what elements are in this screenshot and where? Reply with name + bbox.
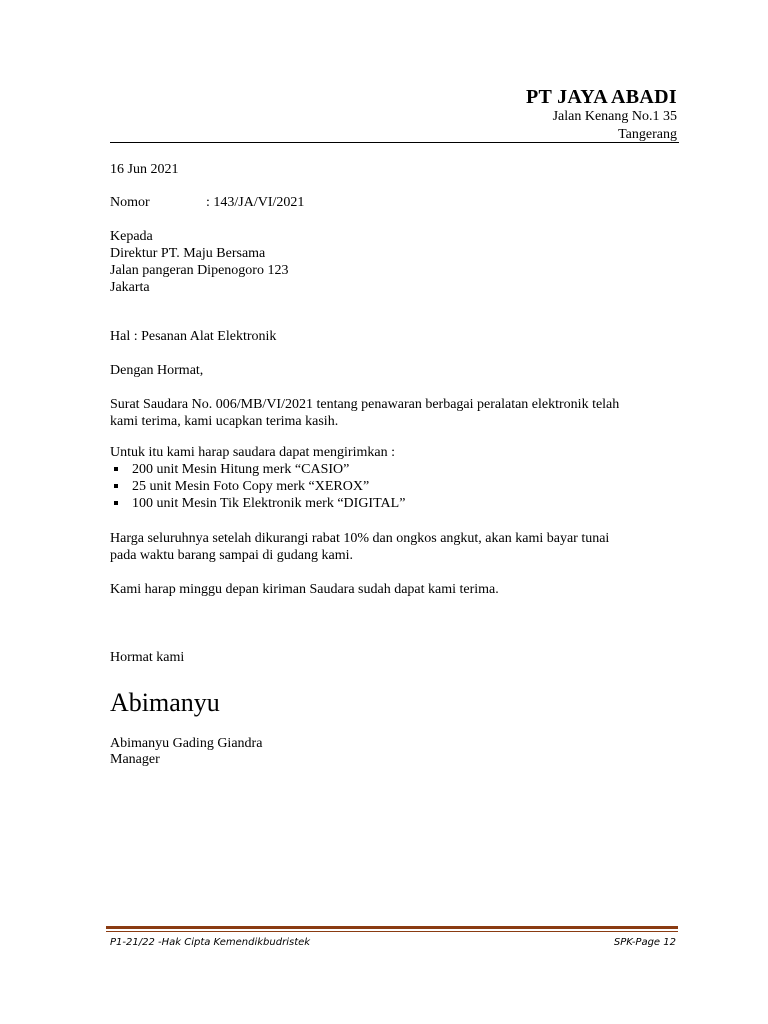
signer-title: Manager [110,752,160,767]
closing-text: Hormat kami [110,650,185,665]
paragraph-line: Harga seluruhnya setelah dikurangi rabat 10% dan ongkos angkut, akan kami bayar tunai [110,531,610,546]
recipient-line: Jalan pangeran Dipenogoro 123 [110,263,289,278]
paragraph-line: kami terima, kami ucapkan terima kasih. [110,414,339,429]
order-item-text: 100 unit Mesin Tik Elektronik merk “DIGITAL” [132,496,406,511]
body-paragraph-2 [110,530,680,564]
footer-page-number: SPK-Page 12 [613,937,676,948]
company-name: PT JAYA ABADI [526,86,677,108]
recipient-block [110,228,680,296]
body-paragraph-1 [110,396,680,430]
body-paragraph-3: Kami harap minggu depan kiriman Saudara sudah dapat kami terima. [110,582,499,597]
recipient-line: Direktur PT. Maju Bersama [110,246,266,261]
order-item-text: 25 unit Mesin Foto Copy merk “XEROX” [132,479,370,494]
footer-divider-thin [106,931,678,932]
order-list-intro: Untuk itu kami harap saudara dapat mengirimkan : [110,445,395,460]
list-item [110,461,405,478]
recipient-line: Jakarta [110,280,150,295]
list-item [110,478,405,495]
letterhead-divider [110,142,679,143]
letter-salutation: Dengan Hormat, [110,363,204,378]
signer-name: Abimanyu Gading Giandra [110,736,263,751]
bullet-marker [114,501,118,505]
bullet-marker [114,484,118,488]
paragraph-line: pada waktu barang sampai di gudang kami. [110,548,353,563]
order-item-text: 200 unit Mesin Hitung merk “CASIO” [132,462,350,477]
company-address-street: Jalan Kenang No.1 35 [552,109,677,124]
recipient-line: Kepada [110,229,153,244]
paragraph-line: Surat Saudara No. 006/MB/VI/2021 tentang penawaran berbagai peralatan elektronik telah [110,397,620,412]
letter-date: 16 Jun 2021 [110,162,179,177]
footer-copyright: P1-21/22 -Hak Cipta Kemendikbudristek [110,937,311,948]
letterhead [110,86,677,144]
footer-divider-thick [106,926,678,929]
signature: Abimanyu [110,688,220,717]
letter-subject: Hal : Pesanan Alat Elektronik [110,329,277,344]
order-items-list [110,461,405,512]
list-item [110,495,405,512]
letter-number-value: : 143/JA/VI/2021 [206,195,305,210]
company-address-city: Tangerang [618,127,677,142]
letter-number-label: Nomor [110,195,150,210]
bullet-marker [114,467,118,471]
